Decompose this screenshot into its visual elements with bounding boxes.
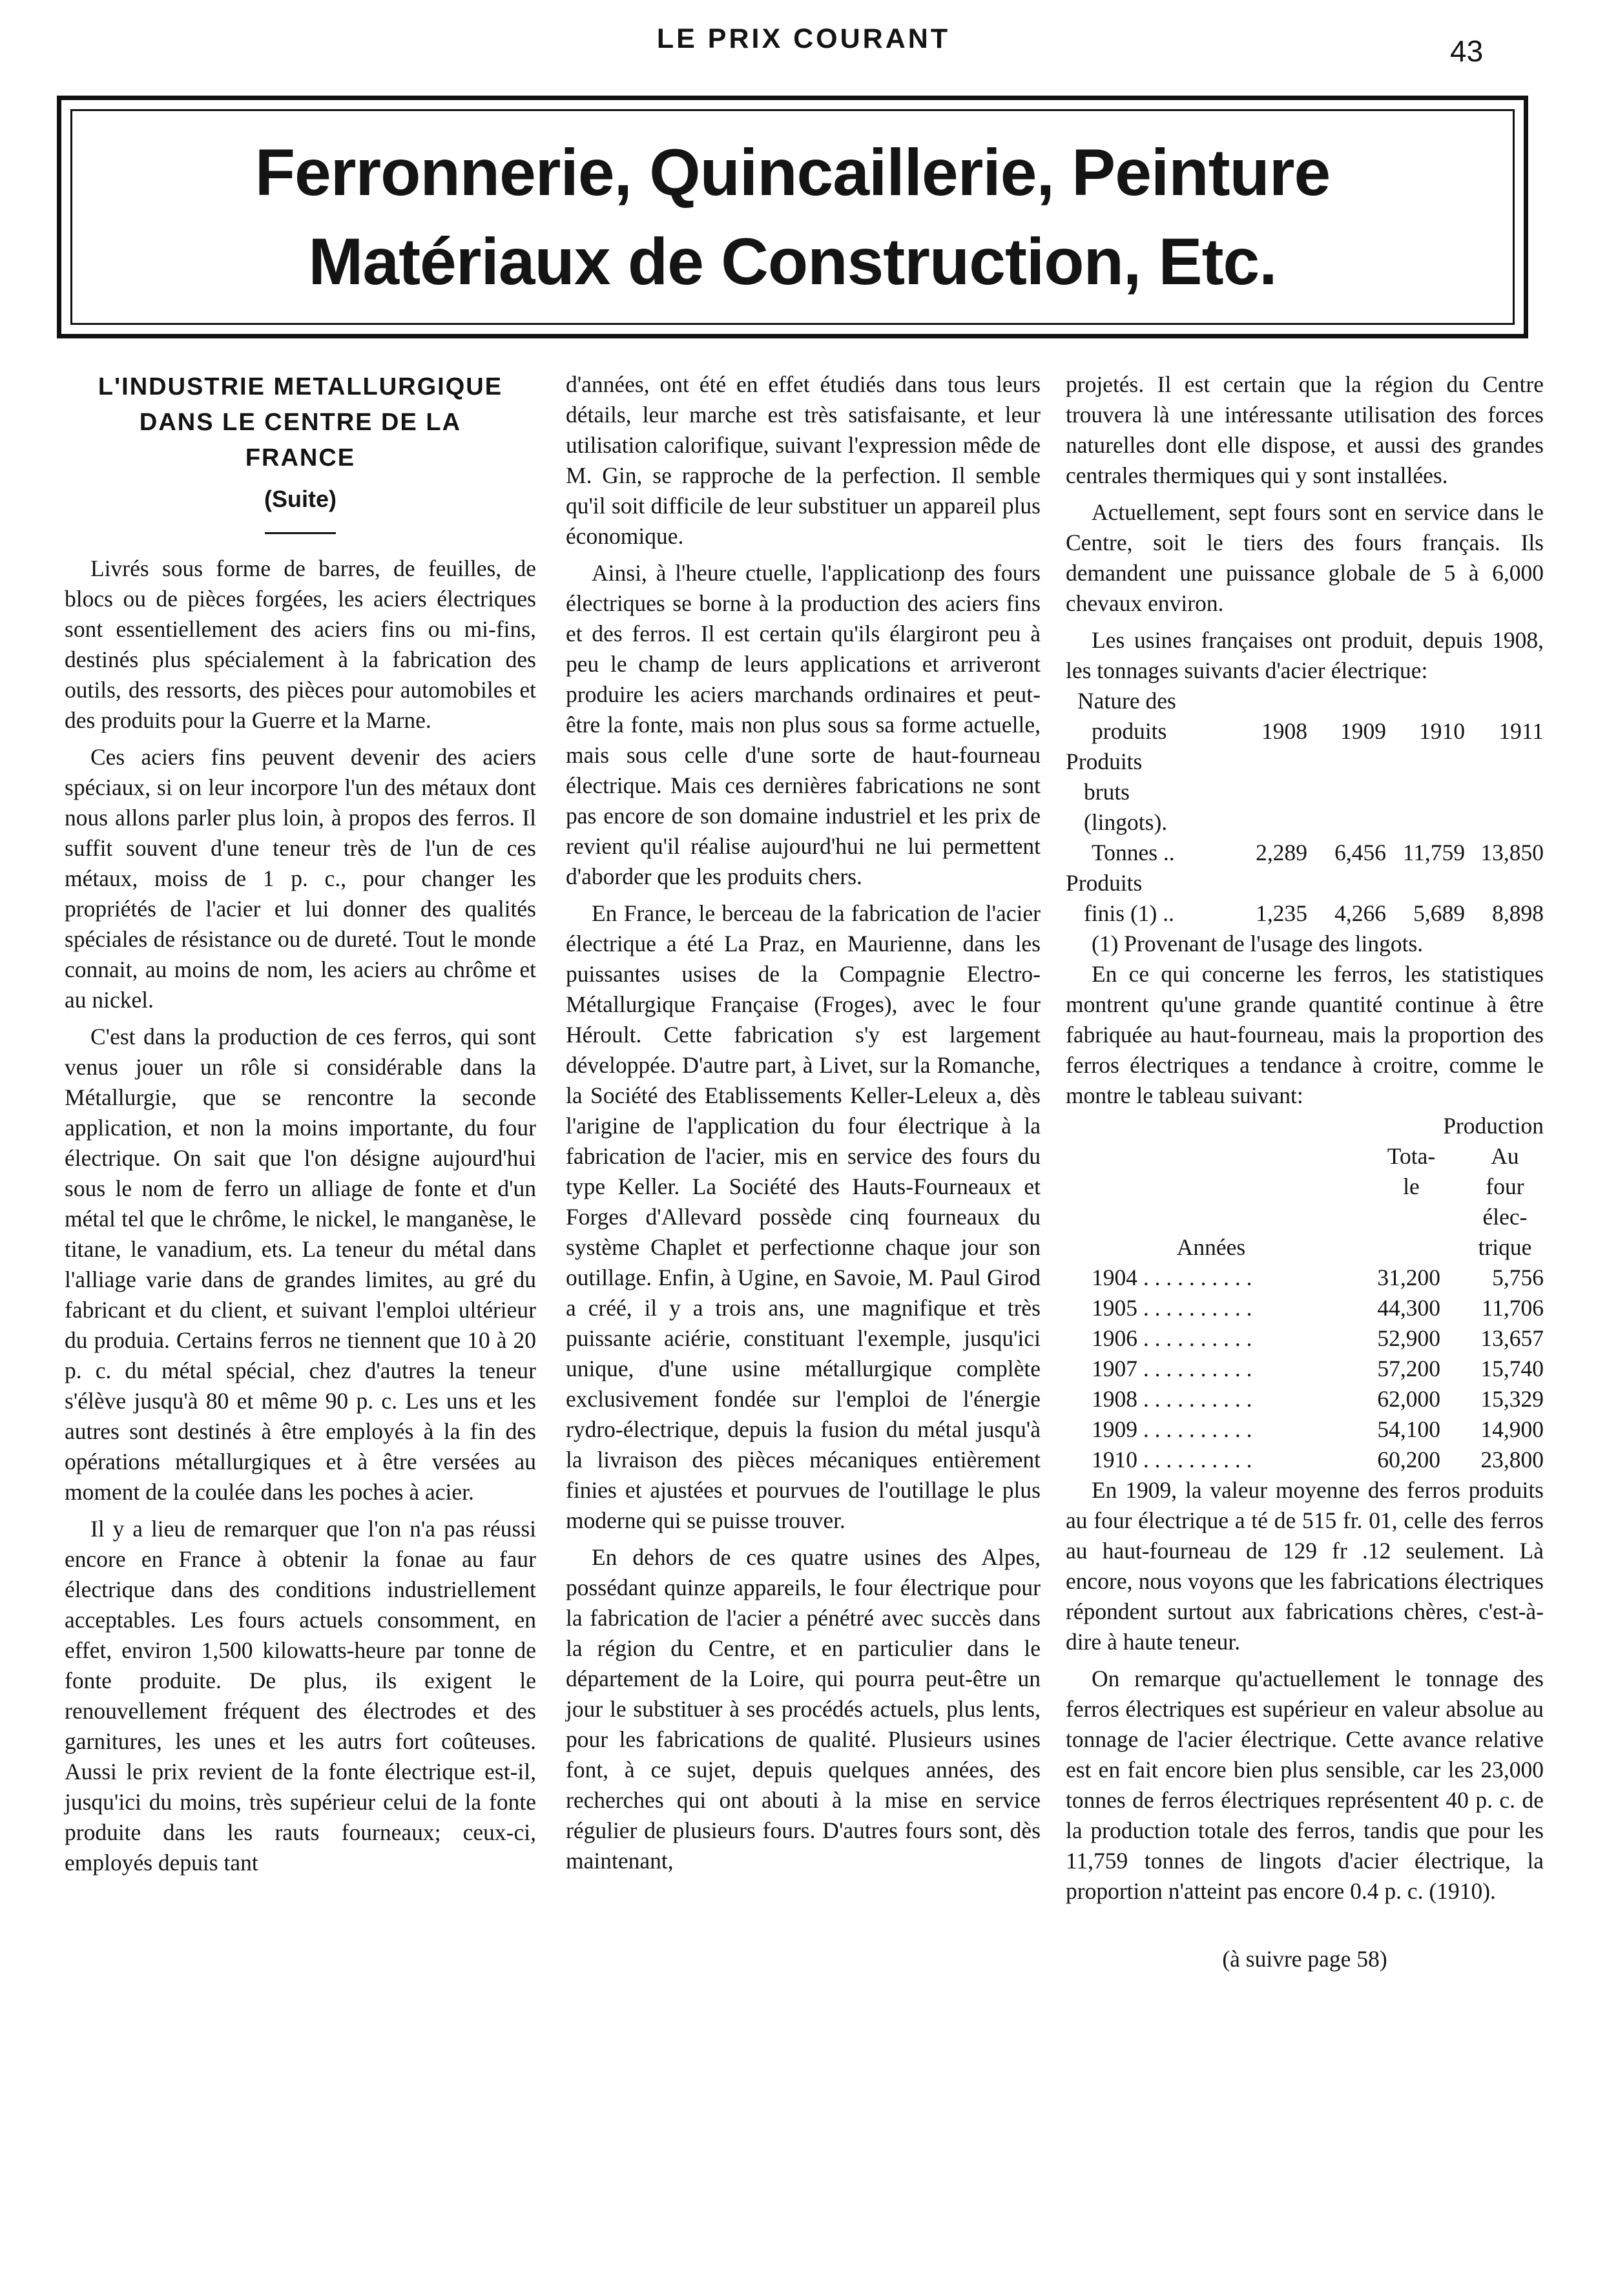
table-label: Tonnes .. <box>1092 840 1175 865</box>
section-title-line-1: Ferronnerie, Quincaillerie, Peinture <box>254 136 1331 209</box>
table-row <box>1066 1445 1544 1475</box>
production-table <box>1066 1111 1544 1475</box>
table-header: Production <box>1443 1113 1544 1139</box>
year-cell: 1905 . . . . . . . . . . <box>1092 1295 1252 1321</box>
article-title-line-3: FRANCE <box>245 444 356 471</box>
paragraph: d'années, ont été en effet étudiés dans tous leurs détails, leur marche est très satisfaisante, et leur utilisation calorifique, suivant l'expression mêde de M. Gin, se rapproche de la perfection. Il semble qu'il soit difficile de leur substituer un appareil plus économique. <box>566 371 1041 549</box>
table-header: trique <box>1478 1234 1532 1260</box>
table-row <box>1066 1293 1544 1323</box>
table-header-row <box>1066 1141 1544 1172</box>
paragraph: En France, le berceau de la fabrication de l'acier électrique a été La Praz, en Maurienne, dans les puissantes usises de la Compagnie Electro-Métallurgique Française (Froges), avec le four Héroult. Cette fabrication s'y est largement développée. D'autre part, à Livet, sur la Romanche, la Société des Etablissements Keller-Leleux a, dès l'arigine de l'application du four électrique à la fabrication de l'acier, mis en service des fours du type Keller. La Société des Hauts-Fourneaux et Forges d'Allevard possède cinq fourneaux du système Chaplet et perfectionne chaque jour son outillage. Enfin, à Ugine, en Savoie, M. Paul Girod a créé, il y a trois ans, une magnifique et très puissante aciérie, constituant l'exemple, jusqu'ici unique, d'une usine métallurgique complète exclusivement fondée sur l'emploi de l'énergie rydro-électrique, depuis la fusion du métal jusqu'à la livraison des pièces mécaniques entièrement finies et ajustées et pourvues de l'outillage le plus moderne qui se puisse trouver. <box>566 900 1041 1533</box>
paragraph: projetés. Il est certain que la région du Centre trouvera là une intéressante utilisation des forces naturelles dont elle dispose, et aussi des grandes centrales thermiques qui y sont installées. <box>1066 371 1544 488</box>
table-header-row <box>1066 1111 1544 1141</box>
paragraph: En dehors de ces quatre usines des Alpes, possédant quinze appareils, le four électrique pour la fabrication de l'acier a pénétré avec succès dans la région du Centre, et en particulier dans le département de la Loire, qui pourra peut-être un jour le substituer à ses procédés actuels, plus lents, pour les fabrications de qualité. Plusieurs usines font, à ce sujet, depuis quelques années, des recherches qui ont abouti à la mise en service régulier de plusieurs fours. D'autres fours sont, dès maintenant, <box>566 1544 1041 1874</box>
table-label: finis (1) .. <box>1084 900 1175 926</box>
table-row <box>1066 1414 1544 1445</box>
table-row <box>1066 716 1544 747</box>
total-cell: 62,000 <box>1377 1386 1440 1412</box>
total-cell: 52,900 <box>1377 1325 1440 1351</box>
paragraph: On remarque qu'actuellement le tonnage des ferros électriques est supérieur en valeur absolue au tonnage de l'acier électrique. Cette avance relative est en fait encore bien plus sensible, car les 23,000 tonnes de ferros électriques représentent 40 p. c. de la production totale des ferros, tandis que pour les 11,759 tonnes de lingots d'acier électrique, la proportion n'atteint pas encore 0.4 p. c. (1910). <box>1066 1666 1544 1904</box>
continued-note: (à suivre page 58) <box>1222 1946 1387 1972</box>
paragraph: Ainsi, à l'heure ctuelle, l'applicationp des fours électriques se borne à la production des aciers fins et des ferros. Il est certain qu'ils élargiront peu à peu le champ de leurs applications et arriveront produire les aciers marchands ordinaires et peut-être la fonte, mais non plus sous sa forme actuelle, mais sous celle d'une sorte de haut-fourneau électrique. Mais ces dernières fabrications ne sont pas encore de son domaine industriel et les prix de revient qu'il réalise aujourd'hui ne lui permettent d'aborder que les produits chers. <box>566 560 1041 889</box>
table-header-row <box>1066 1202 1544 1232</box>
table-header-row <box>1066 1232 1544 1263</box>
total-cell: 57,200 <box>1377 1356 1440 1381</box>
table-header: le <box>1403 1174 1420 1199</box>
page-number: 43 <box>1450 34 1484 68</box>
article-column-1 <box>65 369 536 1885</box>
article-title-line-2: DANS LE CENTRE DE LA <box>139 409 462 436</box>
table-row <box>1066 838 1544 868</box>
table-label: Nature des <box>1077 688 1176 714</box>
electric-cell: 5,756 <box>1492 1265 1544 1290</box>
table-header-row <box>1066 1172 1544 1202</box>
table-label: bruts <box>1084 779 1130 805</box>
electric-cell: 14,900 <box>1480 1416 1544 1442</box>
table-header: Années <box>1176 1234 1246 1260</box>
table-label: (lingots). <box>1084 809 1168 835</box>
table-row <box>1066 1323 1544 1354</box>
total-cell: 60,200 <box>1377 1447 1440 1473</box>
table-cell: 6,456 <box>1334 840 1386 865</box>
table-cell: 13,850 <box>1480 840 1544 865</box>
table-row <box>1066 1354 1544 1384</box>
table-row <box>1066 1263 1544 1293</box>
year-cell: 1904 . . . . . . . . . . <box>1092 1265 1252 1290</box>
section-banner-inner <box>70 109 1515 325</box>
electric-cell: 11,706 <box>1481 1295 1544 1321</box>
table-cell: 1,235 <box>1256 900 1307 926</box>
total-cell: 44,300 <box>1377 1295 1440 1321</box>
paragraph: Actuellement, sept fours sont en service dans le Centre, soit le tiers des fours français. Ils demandent une puissance globale de 5 à 6,000 chevaux environ. <box>1066 499 1544 616</box>
table-label: Produits <box>1066 870 1143 896</box>
year-cell: 1906 . . . . . . . . . . <box>1092 1325 1252 1351</box>
total-cell: 31,200 <box>1377 1265 1440 1290</box>
table-header: Tota- <box>1387 1143 1436 1169</box>
article-column-2 <box>566 369 1041 1883</box>
total-cell: 54,100 <box>1377 1416 1440 1442</box>
article-column-3 <box>1066 369 1544 1974</box>
electric-cell: 15,740 <box>1480 1356 1544 1381</box>
table-cell: 1911 <box>1498 718 1544 744</box>
table-cell: 1910 <box>1419 718 1465 744</box>
paragraph: Ces aciers fins peuvent devenir des aciers spéciaux, si on leur incorpore l'un des métaux dont nous allons parler plus loin, à propos des ferros. Il suffit souvent d'une teneur très de l'un de ces métaux, moiss de 1 p. c., pour changer les propriétés de l'acier et lui donner des qualités spéciales de résistance ou de dureté. Tout le monde connait, au moins de nom, les aciers au chrôme et au nickel. <box>65 744 536 1013</box>
paragraph: En 1909, la valeur moyenne des ferros produits au four électrique a té de 515 fr. 01, celle des ferros au haut-fourneau de 129 fr .12 seulement. Là encore, nous voyons que les fabrications électriques répondent surtout aux fabrications chères, c'est-à-dire à haute teneur. <box>1066 1477 1544 1655</box>
table-label: Produits <box>1066 749 1143 774</box>
title-divider <box>265 532 336 534</box>
paragraph: Les usines françaises ont produit, depuis 1908, les tonnages suivants d'acier électrique: <box>1066 627 1544 683</box>
table-row <box>1066 898 1544 929</box>
journal-title: LE PRIX COURANT <box>656 23 951 54</box>
paragraph: Livrés sous forme de barres, de feuilles, de blocs ou de pièces forgées, les aciers électriques sont essentiellement des aciers fins ou mi-fins, destinés plus spécialement à la fabrication des outils, des ressorts, des pièces pour automobiles et des produits pour la Guerre et la Marne. <box>65 555 536 733</box>
electric-cell: 23,800 <box>1480 1447 1544 1473</box>
year-cell: 1909 . . . . . . . . . . <box>1092 1416 1252 1442</box>
year-cell: 1910 . . . . . . . . . . <box>1092 1447 1252 1473</box>
table-year-headers <box>1229 716 1544 747</box>
paragraph: C'est dans la production de ces ferros, qui sont venus jouer un rôle si considérable dans la Métallurgie, que se rencontre la seconde application, et non la moins importante, du four électrique. On sait que l'on désigne aujourd'hui sous le nom de ferro un alliage de fonte et d'un métal tel que le chrôme, le nickel, le manganèse, le titane, le vanadium, ets. La teneur du métal dans l'alliage varie dans de grandes limites, au gré du fabricant et du client, et suivant l'emploi ultérieur du produia. Certains ferros ne tiennent que 10 à 20 p. c. du métal spécial, chez d'autres la teneur s'élève jusqu'à 80 et même 90 p. c. Les uns et les autres sont destinés à être employés à la fin des opérations métallurgiques et à être versées au moment de la coulée dans les poches à acier. <box>65 1024 536 1505</box>
table-cell: 2,289 <box>1256 840 1307 865</box>
article-title-line-1: L'INDUSTRIE METALLURGIQUE <box>98 373 503 400</box>
section-banner <box>57 96 1528 338</box>
table-header: Au <box>1491 1143 1519 1169</box>
table-values <box>1229 838 1544 868</box>
article-subtitle: (Suite) <box>264 486 337 512</box>
year-cell: 1907 . . . . . . . . . . <box>1092 1356 1252 1381</box>
table-header: four <box>1486 1174 1524 1199</box>
section-title-line-2: Matériaux de Construction, Etc. <box>308 225 1277 298</box>
table-row <box>1066 1384 1544 1414</box>
table-label: produits <box>1092 718 1167 744</box>
paragraph: Il y a lieu de remarquer que l'on n'a pas réussi encore en France à obtenir la fonae au faur électrique dans des conditions industriellement acceptables. Les fours actuels consomment, en effet, environ 1,500 kilowatts-heure par tonne de fonte produite. De plus, ils exigent le renouvellement fréquent des électrodes et des garnitures, les unes et les autrs fort coûteuses. Aussi le prix revient de la fonte électrique est-il, jusqu'ici du moins, très supérieur celui de la fonte produite dans les rauts fourneaux; ceux-ci, employés depuis tant <box>65 1516 536 1876</box>
tonnage-table <box>1066 686 1544 959</box>
table-cell: 1909 <box>1340 718 1386 744</box>
table-header: élec- <box>1482 1204 1528 1230</box>
year-cell: 1908 . . . . . . . . . . <box>1092 1386 1252 1412</box>
table-footnote: (1) Provenant de l'usage des lingots. <box>1092 931 1424 957</box>
electric-cell: 13,657 <box>1480 1325 1544 1351</box>
table-cell: 5,689 <box>1413 900 1465 926</box>
table-values <box>1229 898 1544 929</box>
electric-cell: 15,329 <box>1480 1386 1544 1412</box>
table-cell: 4,266 <box>1334 900 1386 926</box>
table-cell: 8,898 <box>1492 900 1544 926</box>
table-cell: 11,759 <box>1402 840 1465 865</box>
table-cell: 1908 <box>1261 718 1307 744</box>
paragraph: En ce qui concerne les ferros, les statistiques montrent qu'une grande quantité continue à être fabriquée au haut-fourneau, mais la proportion des ferros électriques a tendance à croitre, comme le montre le tableau suivant: <box>1066 961 1544 1108</box>
